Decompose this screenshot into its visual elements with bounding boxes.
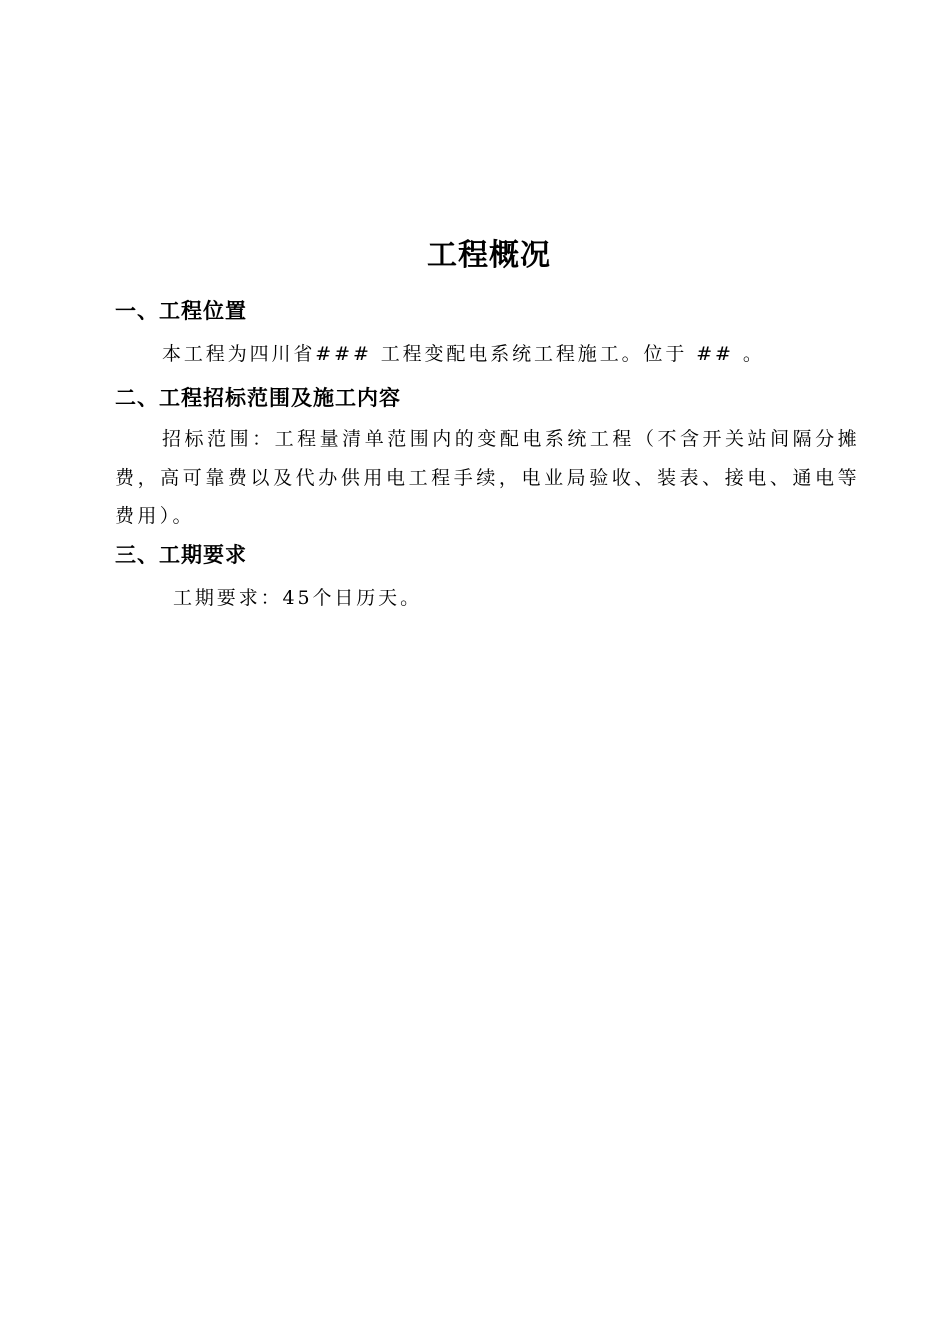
section-heading-schedule: 三、工期要求: [115, 542, 247, 567]
document-title: 工程概况: [427, 238, 551, 273]
section-body-schedule: 工期要求：45个日历天。: [173, 587, 422, 609]
section-heading-location: 一、工程位置: [115, 298, 247, 323]
section-body-scope: 招标范围：工程量清单范围内的变配电系统工程（不含开关站间隔分摊费，高可靠费以及代办供用电工程手续，电业局验收、装表、接电、通电等费用）。: [115, 428, 860, 527]
section-heading-scope: 二、工程招标范围及施工内容: [115, 385, 401, 410]
section-body-location: 本工程为四川省### 工程变配电系统工程施工。位于 ## 。: [162, 343, 765, 365]
